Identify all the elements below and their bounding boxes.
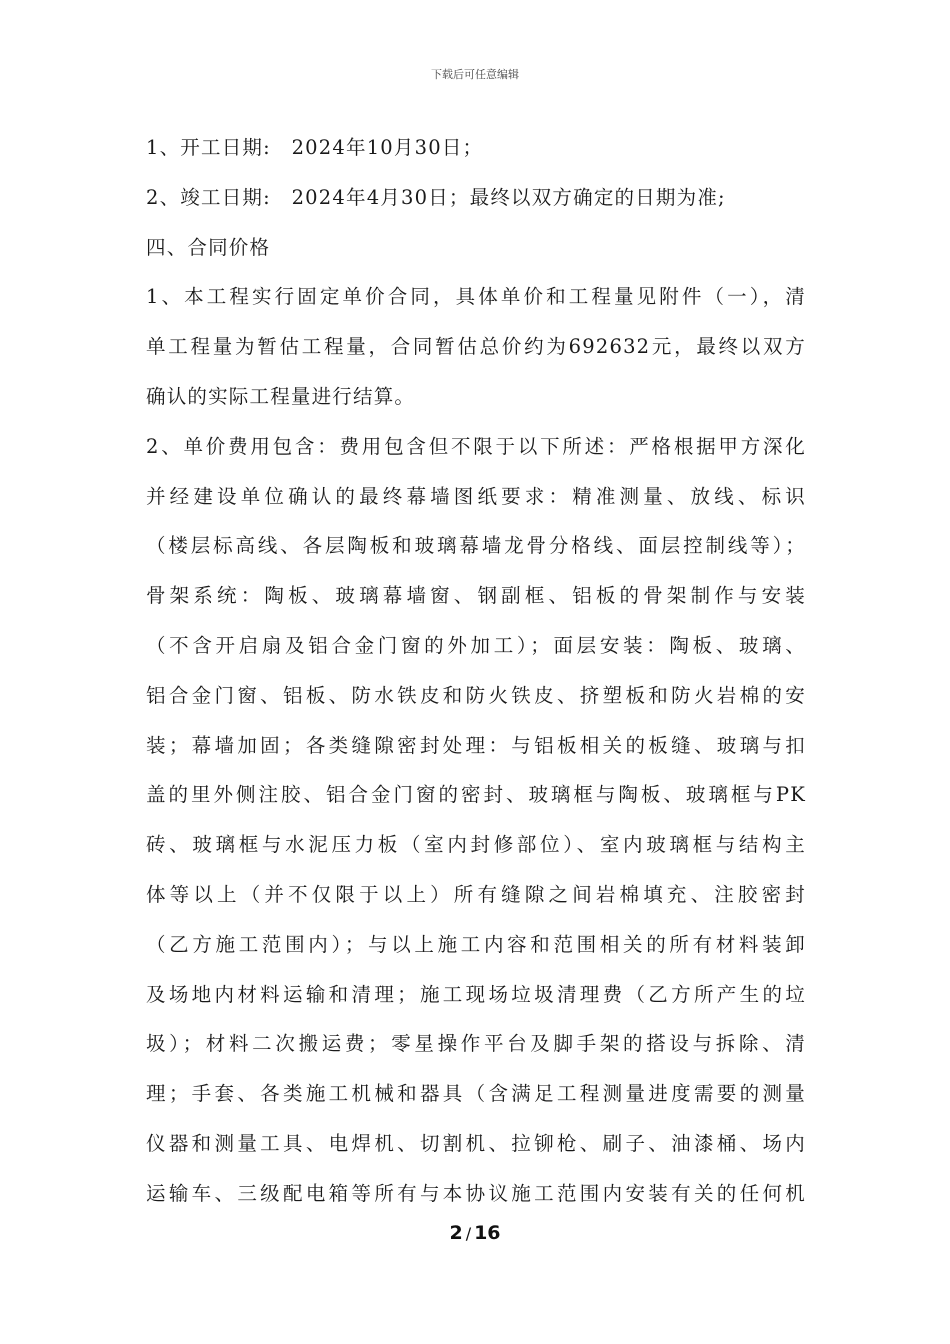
- text-line: 1、本工程实行固定单价合同，具体单价和工程量见附件（一），清: [146, 285, 806, 309]
- text-line: （楼层标高线、各层陶板和玻璃幕墙龙骨分格线、面层控制线等）；: [146, 534, 806, 558]
- section-heading: 四、合同价格: [146, 235, 271, 259]
- text-line: （不含开启扇及铝合金门窗的外加工）；面层安装：陶板、玻璃、: [146, 633, 806, 657]
- text-line: 单工程量为暂估工程量，合同暂估总价约为692632元，最终以双方: [146, 335, 806, 359]
- text-line: 骨架系统：陶板、玻璃幕墙窗、钢副框、铝板的骨架制作与安装: [146, 584, 806, 608]
- text-line: 运输车、三级配电箱等所有与本协议施工范围内安装有关的任何机: [146, 1181, 806, 1205]
- text-line: 理；手套、各类施工机械和器具（含满足工程测量进度需要的测量: [146, 1082, 806, 1106]
- text-line: 砖、玻璃框与水泥压力板（室内封修部位）、室内玻璃框与结构主: [146, 833, 806, 857]
- header-note: 下载后可任意编辑: [431, 68, 519, 81]
- total-pages: 16: [474, 1222, 501, 1244]
- text-line: 铝合金门窗、铝板、防水铁皮和防火铁皮、挤塑板和防火岩棉的安: [146, 683, 806, 707]
- text-line: 并经建设单位确认的最终幕墙图纸要求：精准测量、放线、标识: [146, 484, 806, 508]
- text-line: 圾）；材料二次搬运费；零星操作平台及脚手架的搭设与拆除、清: [146, 1032, 806, 1056]
- page-separator: /: [465, 1224, 472, 1243]
- document-body: [146, 128, 806, 1224]
- page-number: [0, 1222, 950, 1244]
- text-line: 装；幕墙加固；各类缝隙密封处理：与铝板相关的板缝、玻璃与扣: [146, 733, 806, 757]
- text-line: 1、开工日期: 2024年10月30日；: [146, 136, 484, 159]
- text-line: 体等以上（并不仅限于以上）所有缝隙之间岩棉填充、注胶密封: [146, 882, 806, 906]
- text-line: 盖的里外侧注胶、铝合金门窗的密封、玻璃框与陶板、玻璃框与PK: [146, 783, 806, 807]
- text-line: 2、竣工日期: 2024年4月30日；最终以双方确定的日期为准;: [146, 185, 726, 209]
- text-line: 及场地内材料运输和清理；施工现场垃圾清理费（乙方所产生的垃: [146, 982, 806, 1006]
- current-page: 2: [449, 1222, 463, 1244]
- text-line: （乙方施工范围内）；与以上施工内容和范围相关的所有材料装卸: [146, 932, 806, 956]
- text-line: 2、单价费用包含：费用包含但不限于以下所述：严格根据甲方深化: [146, 434, 806, 458]
- text-line: 确认的实际工程量进行结算。: [146, 384, 416, 408]
- text-line: 仪器和测量工具、电焊机、切割机、拉铆枪、刷子、油漆桶、场内: [146, 1131, 806, 1155]
